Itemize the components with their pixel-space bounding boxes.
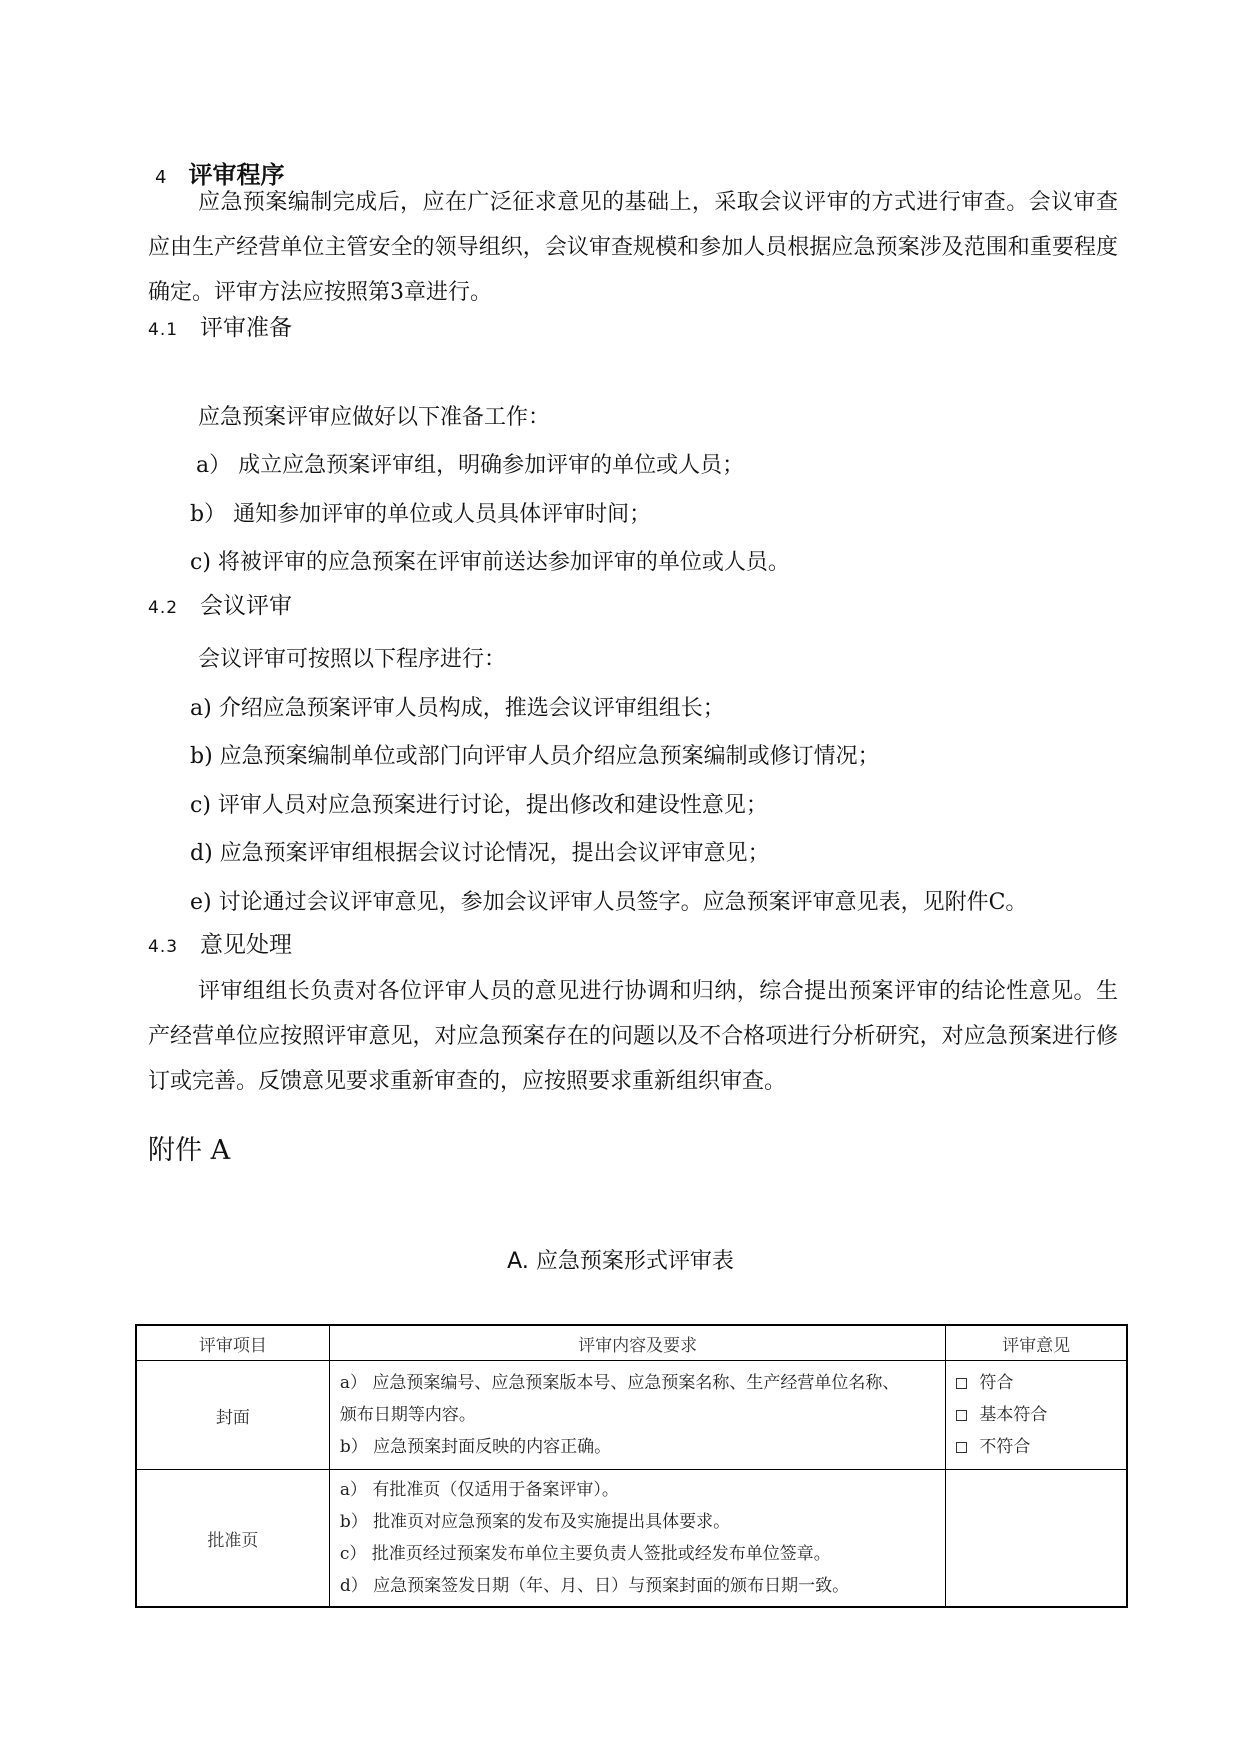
content-line: a） 有批准页（仅适用于备案评审）。	[339, 1480, 619, 1500]
list-item: b) 应急预案编制单位或部门向评审人员介绍应急预案编制或修订情况；	[190, 744, 880, 769]
list-item: c) 将被评审的应急预案在评审前送达参加评审的单位或人员。	[190, 550, 790, 575]
section-4-3-heading	[148, 926, 292, 959]
list-item: a) 介绍应急预案评审人员构成，推选会议评审组组长；	[190, 696, 725, 721]
option-basic-conform[interactable]	[956, 1399, 1116, 1431]
content-line: b） 应急预案封面反映的内容正确。	[339, 1437, 612, 1457]
option-not-conform[interactable]	[956, 1431, 1116, 1463]
section-title: 评审准备	[200, 315, 293, 341]
header-review-content: 评审内容及要求	[329, 1325, 946, 1361]
checkbox-icon[interactable]	[956, 1378, 967, 1389]
content-line: a） 应急预案编号、应急预案版本号、应急预案名称、生产经营单位名称、	[339, 1373, 900, 1393]
content-line: 颁布日期等内容。	[339, 1405, 476, 1425]
table-title: A. 应急预案形式评审表	[507, 1249, 734, 1274]
review-opinion-cell	[946, 1361, 1127, 1470]
content-line: d） 应急预案签发日期（年、月、日）与预案封面的颁布日期一致。	[339, 1576, 850, 1596]
header-review-item: 评审项目	[136, 1325, 329, 1361]
section-4-3-paragraph: 评审组组长负责对各位评审人员的意见进行协调和归纳，综合提出预案评审的结论性意见。生产经营单位应按照评审意见，对应急预案存在的问题以及不合格项进行分析研究，对应急预案进行修订或完善。反馈意见要求重新审查的，应按照要求重新组织审查。	[148, 979, 1118, 1094]
section-title: 会议评审	[200, 593, 293, 619]
section-number: 4.1	[148, 320, 179, 340]
list-item: b） 通知参加评审的单位或人员具体评审时间；	[190, 502, 652, 527]
section-4-paragraph: 应急预案编制完成后，应在广泛征求意见的基础上，采取会议评审的方式进行审查。会议审查应由生产经营单位主管安全的领导组织，会议审查规模和参加人员根据应急预案涉及范围和重要程度确定。评审方法应按照第3章进行。	[148, 190, 1118, 305]
section-4-1-intro: 应急预案评审应做好以下准备工作：	[198, 405, 551, 430]
section-number: 4.2	[148, 598, 179, 618]
section-4-1-heading	[148, 309, 292, 342]
content-line: c） 批准页经过预案发布单位主要负责人签批或经发布单位签章。	[339, 1544, 831, 1564]
checkbox-icon[interactable]	[956, 1410, 967, 1421]
table-row	[136, 1470, 1127, 1608]
review-opinion-cell	[946, 1470, 1127, 1608]
option-label: 不符合	[979, 1437, 1031, 1457]
option-label: 符合	[979, 1373, 1014, 1393]
form-review-table	[135, 1324, 1128, 1608]
content-line: b） 批准页对应急预案的发布及实施提出具体要求。	[339, 1512, 731, 1532]
table-row	[136, 1361, 1127, 1470]
appendix-heading: 附件 A	[148, 1135, 231, 1166]
section-title: 意见处理	[200, 932, 293, 958]
review-content-cell	[329, 1470, 946, 1608]
list-item: a） 成立应急预案评审组，明确参加评审的单位或人员；	[196, 453, 745, 478]
option-conform[interactable]	[956, 1367, 1116, 1399]
section-number: 4	[155, 167, 167, 188]
review-content-cell	[329, 1361, 946, 1470]
section-4-2-intro: 会议评审可按照以下程序进行：	[198, 647, 507, 672]
list-item: e) 讨论通过会议评审意见，参加会议评审人员签字。应急预案评审意见表，见附件C。	[190, 890, 1028, 915]
review-item-cell: 批准页	[136, 1470, 329, 1608]
table-header-row	[136, 1325, 1127, 1361]
list-item: c) 评审人员对应急预案进行讨论，提出修改和建设性意见；	[190, 793, 768, 818]
checkbox-icon[interactable]	[956, 1442, 967, 1453]
option-label: 基本符合	[979, 1405, 1048, 1425]
section-4-2-heading	[148, 587, 292, 620]
section-number: 4.3	[148, 937, 179, 957]
review-item-cell: 封面	[136, 1361, 329, 1470]
list-item: d) 应急预案评审组根据会议讨论情况，提出会议评审意见；	[190, 841, 770, 866]
section-title: 评审程序	[188, 161, 285, 189]
header-review-opinion: 评审意见	[946, 1325, 1127, 1361]
